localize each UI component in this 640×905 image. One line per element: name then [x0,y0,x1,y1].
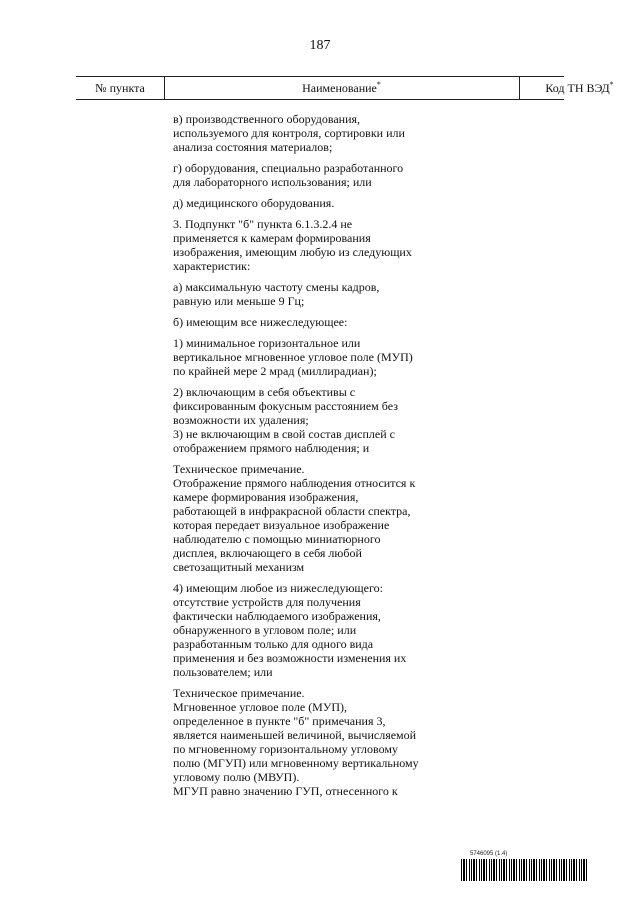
header-col-name [164,77,520,99]
paragraph-item-a: а) максимальную частоту смены кадров, равную или меньше 9 Гц; [173,280,380,308]
header-col-code [519,77,640,99]
footnote-mark: * [376,80,381,89]
paragraph-item-d: д) медицинского оборудования. [173,196,335,210]
name-column-content [173,112,443,805]
paragraph-item-v: в) производственного оборудования, используемого для контроля, сортировки или анализа состояния материалов; [173,112,405,154]
paragraph-note-3: 3. Подпункт "б" пункта 6.1.3.2.4 не применяется к камерам формирования изображения, имеющим любую из следующих характеристик: [173,217,412,273]
paragraph-item-b: б) имеющим все нижеследующее: [173,315,348,329]
page-number: 187 [309,38,331,53]
table-header [76,76,614,100]
paragraph-item-4: 4) имеющим любое из нижеследующего: отсутствие устройств для получения фактически наблюдаемого изображения, обнаруженного в угловом поле; или разработанным только для одного вида применения и без возможности изменения их пользователем; или [173,581,407,679]
barcode-icon [461,859,589,881]
document-code: 5746095 (1.4) [470,851,508,857]
paragraph-item-2: 2) включающим в себя объективы с фиксированным фокусным расстоянием без возможности их удаления; [173,385,398,427]
paragraph-item-3: 3) не включающим в свой состав дисплей с отображением прямого наблюдения; и [173,427,395,455]
paragraph-item-1: 1) минимальное горизонтальное или вертикальное мгновенное угловое поле (МУП) по крайней мере 2 мрад (миллирадиан); [173,336,413,378]
header-col-number [76,77,165,99]
technical-note-ifov: Техническое примечание. Мгновенное угловое поле (МУП), определенное в пункте "б" примечания 3, является наименьшей величиной, вычисляемой по мгновенному горизонтальному угловому полю (МГУП) или мгновенному вертикальному угловому полю (МВУП). МГУП равно значению ГУП, отнесенного к [173,686,419,798]
paragraph-item-g: г) оборудования, специально разработанного для лабораторного использования; или [173,161,404,189]
header-col-name-label: Наименование [302,81,377,95]
technical-note-direct-view: Техническое примечание. Отображение прямого наблюдения относится к камере формирования изображения, работающей в инфракрасной области спектра, которая передает визуальное изображение наблюдателю с помощью миниатюрного дисплея, включающего в себя любой светозащитный механизм [173,462,416,574]
header-col-code-label: Код ТН ВЭД [545,81,610,95]
header-col-number-label: № пункта [95,81,145,95]
footnote-mark: * [609,80,614,89]
